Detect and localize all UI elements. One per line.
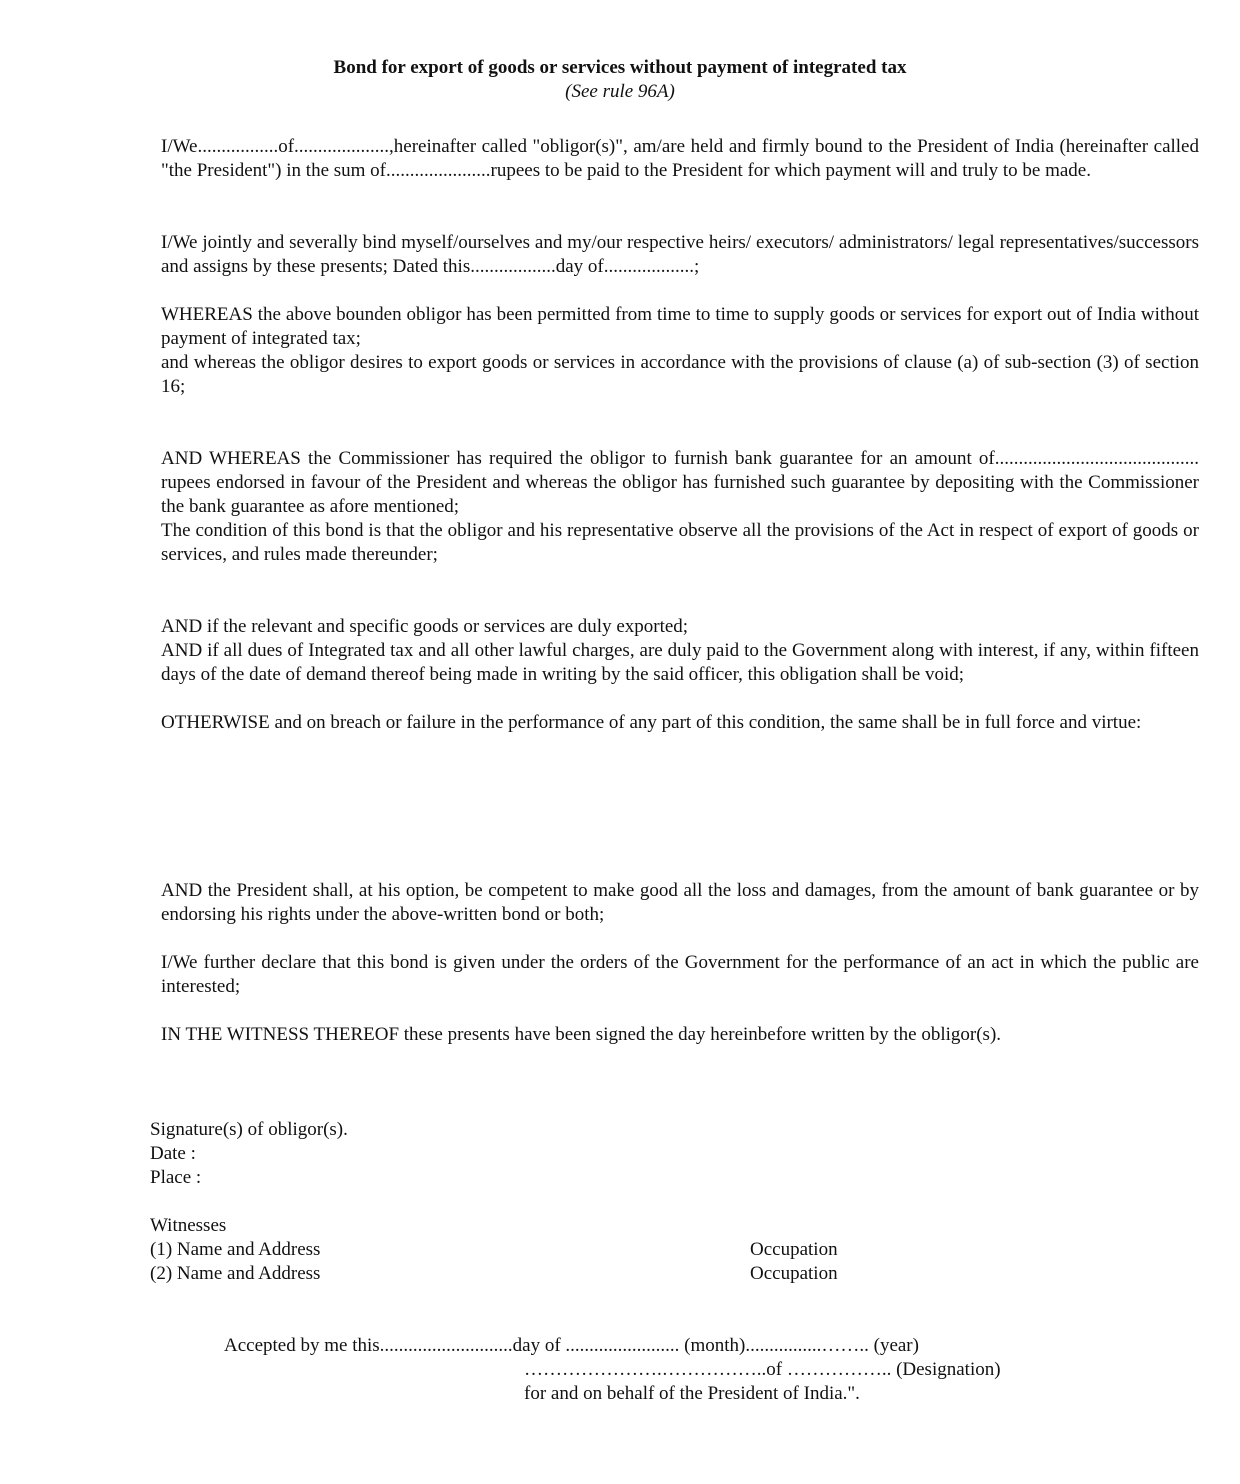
signature-label: Signature(s) of obligor(s). — [150, 1119, 348, 1140]
document-subtitle: (See rule 96A) — [565, 81, 675, 102]
place-label: Place : — [150, 1167, 202, 1188]
paragraph-president-option: AND the President shall, at his option, be competent to make good all the loss and damages, from the amount of bank guarantee or by endorsing his rights under the above-written bond or both; — [161, 880, 1199, 925]
witness-2-name: (2) Name and Address — [150, 1263, 321, 1284]
paragraph-condition: The condition of this bond is that the obligor and his representative observe all the provisions of the Act in respect of export of goods or services, and rules made thereunder; — [161, 520, 1199, 565]
paragraph-obligor: I/We.................of....................,hereinafter called "obligor(s)", am/are held and firmly bound to the President of India (hereinafter called "the President") in the sum of......................rupees to be paid to the President for which payment will and truly to be made. — [161, 136, 1199, 181]
date-label: Date : — [150, 1143, 196, 1164]
designation-line: ………………….……………..of …………….. (Designation) — [524, 1359, 1001, 1380]
paragraph-bank-guarantee: AND WHEREAS the Commissioner has required the obligor to furnish bank guarantee for an amount of........................................... rupees endorsed in favour of the President and whereas the obligor has furnished such guarantee by depositing with the Commissioner the bank guarantee as afore mentioned; — [161, 448, 1199, 517]
paragraph-duly-exported: AND if the relevant and specific goods or services are duly exported; — [161, 616, 689, 637]
witness-1-occupation: Occupation — [750, 1239, 838, 1260]
document-title: Bond for export of goods or services without payment of integrated tax — [333, 57, 907, 78]
acceptance-line: Accepted by me this............................day of ........................ (month)................…….. (year) — [224, 1335, 919, 1356]
paragraph-otherwise: OTHERWISE and on breach or failure in the performance of any part of this condition, the same shall be in full force and virtue: — [161, 712, 1142, 733]
paragraph-whereas-permitted: WHEREAS the above bounden obligor has been permitted from time to time to supply goods or services for export out of India without payment of integrated tax; — [161, 304, 1199, 349]
paragraph-declaration: I/We further declare that this bond is given under the orders of the Government for the performance of an act in which the public are interested; — [161, 952, 1199, 997]
paragraph-whereas-desires: and whereas the obligor desires to export goods or services in accordance with the provisions of clause (a) of sub-section (3) of section 16; — [161, 352, 1199, 397]
on-behalf-line: for and on behalf of the President of India.". — [524, 1383, 860, 1404]
witness-1-name: (1) Name and Address — [150, 1239, 321, 1260]
paragraph-witness-thereof: IN THE WITNESS THEREOF these presents have been signed the day hereinbefore written by the obligor(s). — [161, 1024, 1002, 1045]
witnesses-heading: Witnesses — [150, 1215, 227, 1236]
paragraph-jointly-bind: I/We jointly and severally bind myself/ourselves and my/our respective heirs/ executors/ administrators/ legal representatives/successors and assigns by these presents; Dated this..................day of...................; — [161, 232, 1199, 277]
witness-2-occupation: Occupation — [750, 1263, 838, 1284]
paragraph-dues-paid: AND if all dues of Integrated tax and all other lawful charges, are duly paid to the Government along with interest, if any, within fifteen days of the date of demand thereof being made in writing by the said officer, this obligation shall be void; — [161, 640, 1199, 685]
